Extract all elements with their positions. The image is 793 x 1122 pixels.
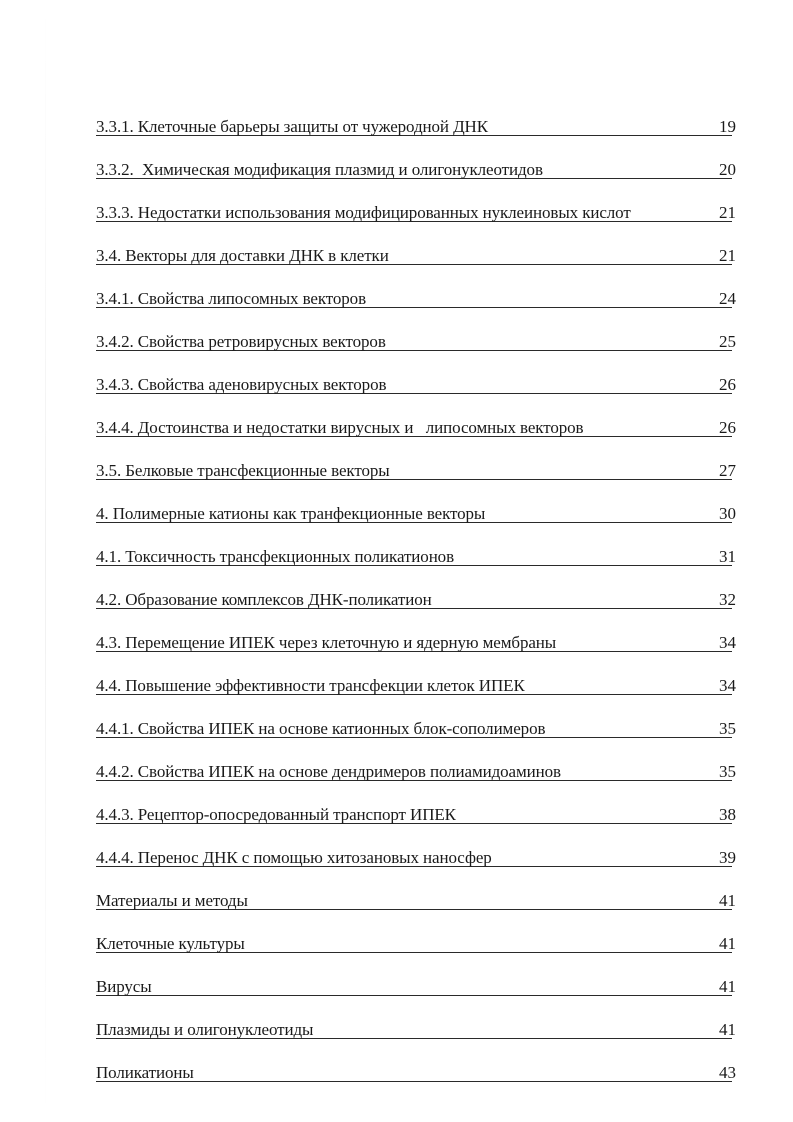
toc-entry-page: 24 bbox=[719, 289, 736, 308]
toc-entry-title: 3.4.1. Свойства липосомных векторов bbox=[96, 289, 367, 308]
toc-entry-page: 38 bbox=[719, 805, 736, 824]
toc-entry bbox=[96, 459, 740, 502]
toc-entry-title: 4.4.2. Свойства ИПЕК на основе дендримеров полиамидоаминов bbox=[96, 762, 561, 781]
toc-entry bbox=[96, 717, 740, 760]
toc-entry bbox=[96, 1061, 740, 1104]
toc-entry-title: Клеточные культуры bbox=[96, 934, 245, 953]
toc-entry bbox=[96, 760, 740, 803]
toc-entry bbox=[96, 1018, 740, 1061]
toc-entry-page: 34 bbox=[719, 676, 736, 695]
toc-entry bbox=[96, 201, 740, 244]
toc-entry-page: 25 bbox=[719, 332, 736, 351]
toc-entry-page: 35 bbox=[719, 719, 736, 738]
toc-entry-title: Плазмиды и олигонуклеотиды bbox=[96, 1020, 314, 1039]
toc-entry-page: 41 bbox=[719, 891, 736, 910]
toc-entry bbox=[96, 932, 740, 975]
toc-entry-page: 41 bbox=[719, 934, 736, 953]
toc-entry-page: 26 bbox=[719, 375, 736, 394]
toc-entry-title: 3.4.2. Свойства ретровирусных векторов bbox=[96, 332, 386, 351]
toc-entry-page: 41 bbox=[719, 1020, 736, 1039]
toc-entry-title: 3.4. Векторы для доставки ДНК в клетки bbox=[96, 246, 389, 265]
toc-entry bbox=[96, 287, 740, 330]
toc-entry-title: Материалы и методы bbox=[96, 891, 248, 910]
toc-entry-title: 3.4.3. Свойства аденовирусных векторов bbox=[96, 375, 387, 394]
toc-entry bbox=[96, 803, 740, 846]
toc-entry-page: 32 bbox=[719, 590, 736, 609]
toc-entry-title: 4.1. Токсичность трансфекционных поликатионов bbox=[96, 547, 455, 566]
toc-entry-title: 4.2. Образование комплексов ДНК-поликатион bbox=[96, 590, 432, 609]
toc-entry-title: 4.4.4. Перенос ДНК с помощью хитозановых наносфер bbox=[96, 848, 492, 867]
toc-entry-page: 20 bbox=[719, 160, 736, 179]
toc-entry-page: 39 bbox=[719, 848, 736, 867]
toc-underline bbox=[96, 995, 732, 996]
toc-entry-title: Вирусы bbox=[96, 977, 152, 996]
toc-entry bbox=[96, 545, 740, 588]
toc-entry bbox=[96, 373, 740, 416]
toc-entry-page: 26 bbox=[719, 418, 736, 437]
toc-entry-page: 27 bbox=[719, 461, 736, 480]
toc-entry bbox=[96, 631, 740, 674]
toc-entry bbox=[96, 975, 740, 1018]
toc-entry-title: 4.3. Перемещение ИПЕК через клеточную и ядерную мембраны bbox=[96, 633, 557, 652]
toc-entry-title: 4.4. Повышение эффективности трансфекции клеток ИПЕК bbox=[96, 676, 525, 695]
toc-entry bbox=[96, 889, 740, 932]
toc-entry bbox=[96, 115, 740, 158]
toc-entry-title: 4. Полимерные катионы как транфекционные векторы bbox=[96, 504, 486, 523]
toc-entry bbox=[96, 416, 740, 459]
toc-entry-title: 3.4.4. Достоинства и недостатки вирусных и липосомных векторов bbox=[96, 418, 584, 437]
toc-entry-page: 34 bbox=[719, 633, 736, 652]
toc-entry bbox=[96, 674, 740, 717]
toc-entry bbox=[96, 244, 740, 287]
toc-entry bbox=[96, 588, 740, 631]
toc-entry-title: 3.3.2. Химическая модификация плазмид и олигонуклеотидов bbox=[96, 160, 543, 179]
toc-entry-page: 30 bbox=[719, 504, 736, 523]
toc-entry bbox=[96, 330, 740, 373]
toc-entry-page: 41 bbox=[719, 977, 736, 996]
toc-entry-page: 43 bbox=[719, 1063, 736, 1082]
toc-entry bbox=[96, 158, 740, 201]
toc-entry-title: 3.3.3. Недостатки использования модифицированных нуклеиновых кислот bbox=[96, 203, 631, 222]
table-of-contents bbox=[96, 115, 740, 1104]
toc-entry-page: 31 bbox=[719, 547, 736, 566]
toc-entry-page: 21 bbox=[719, 203, 736, 222]
toc-entry-page: 19 bbox=[719, 117, 736, 136]
toc-entry-title: 4.4.3. Рецептор-опосредованный транспорт ИПЕК bbox=[96, 805, 456, 824]
toc-entry-page: 21 bbox=[719, 246, 736, 265]
toc-entry-title: 3.3.1. Клеточные барьеры защиты от чужеродной ДНК bbox=[96, 117, 488, 136]
toc-entry-title: 4.4.1. Свойства ИПЕК на основе катионных блок-сополимеров bbox=[96, 719, 546, 738]
toc-entry bbox=[96, 502, 740, 545]
page-scan-edge bbox=[45, 0, 46, 1122]
toc-entry-title: 3.5. Белковые трансфекционные векторы bbox=[96, 461, 390, 480]
toc-entry-page: 35 bbox=[719, 762, 736, 781]
toc-entry bbox=[96, 846, 740, 889]
toc-entry-title: Поликатионы bbox=[96, 1063, 194, 1082]
